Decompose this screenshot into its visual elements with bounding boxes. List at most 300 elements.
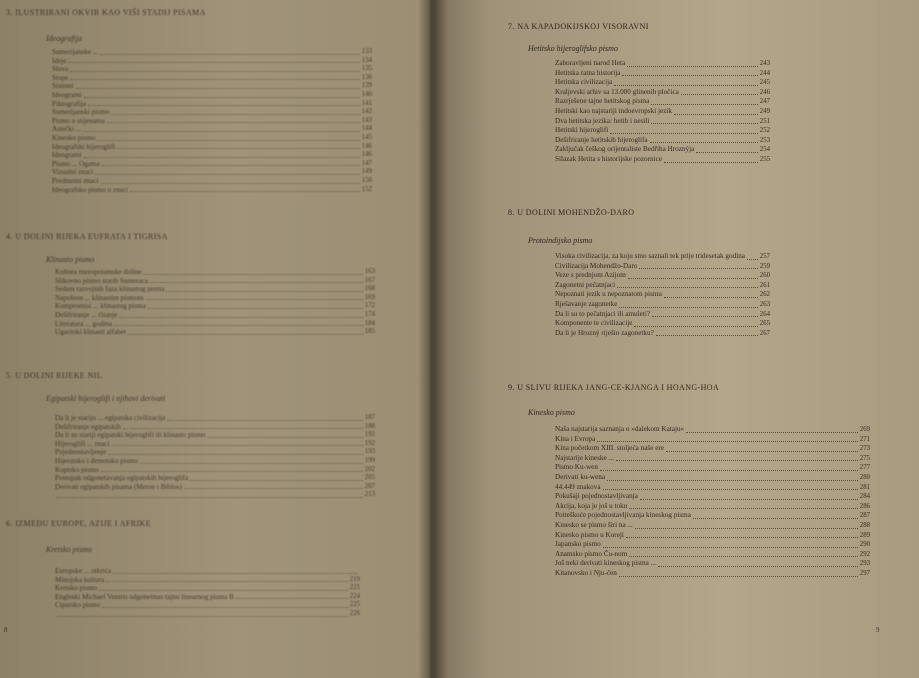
toc-entry xyxy=(555,483,870,493)
toc-entry xyxy=(55,610,360,619)
toc-entry xyxy=(55,584,360,593)
toc-entry-title: Postupak odgonetavanja egipatskih hijeroglifa xyxy=(55,474,189,483)
toc-entry-page: 264 xyxy=(759,310,770,318)
toc-entry-page: 281 xyxy=(859,483,870,491)
toc-entry xyxy=(55,483,375,492)
toc-entry-page: 280 xyxy=(859,473,870,481)
toc-entry-title: Razrješene tajne hetitskog pisma xyxy=(555,97,650,106)
toc-entry xyxy=(555,511,870,521)
toc-entry-page: 199 xyxy=(364,456,375,464)
toc-entry-page: 150 xyxy=(361,176,372,184)
toc-entry-page: 219 xyxy=(349,575,360,583)
toc-entry-page: 263 xyxy=(759,300,770,308)
toc-entry-page: 251 xyxy=(759,117,770,125)
toc-leader-dots xyxy=(166,291,362,292)
toc-entry-page: 205 xyxy=(364,474,375,482)
section-subtitle: Ideografija xyxy=(46,34,82,43)
toc-entry-title: Sumerijanske ... xyxy=(52,48,99,56)
toc-entry-page: 297 xyxy=(859,569,870,577)
toc-entry xyxy=(555,300,770,310)
toc-entry-page: 146 xyxy=(361,151,372,159)
toc-entry-title: Civilizacija Mohendžo-Daro xyxy=(555,261,638,270)
toc-entry-title: Sedam razvojnih faza klinastog pisma xyxy=(55,285,165,294)
toc-entry-title: Dešifriranje ... čitanje xyxy=(55,310,118,319)
toc-entry-page: 146 xyxy=(361,142,372,150)
toc-leader-dots xyxy=(190,480,363,481)
toc-entry xyxy=(52,177,372,186)
toc-entry xyxy=(52,100,372,109)
toc-entry-title: Hijeroglifi ... znaci xyxy=(55,439,110,448)
toc-entry-page: 168 xyxy=(364,285,375,293)
toc-entry-title: Kinesko se pismo širi na ... xyxy=(555,520,633,529)
toc-entry-list xyxy=(555,59,770,165)
toc-leader-dots xyxy=(614,85,758,86)
toc-entry xyxy=(55,491,375,500)
toc-entry-title: Naša najstarija saznanja o »dalekom Kataju« xyxy=(555,425,685,433)
toc-entry xyxy=(555,136,770,146)
toc-leader-dots xyxy=(102,165,360,166)
chapter-heading: 6. IZMEĐU EUROPE, AZIJE I AFRIKE xyxy=(6,519,152,528)
toc-entry-title: Hetitska civilizacija xyxy=(555,78,613,87)
toc-entry-page: 152 xyxy=(361,185,372,193)
toc-entry-page: 149 xyxy=(361,168,372,176)
toc-entry-title: Predmetni znaci xyxy=(52,176,99,185)
toc-leader-dots xyxy=(617,287,758,288)
toc-entry-title: Silazak Hetita s historijske pozornice xyxy=(555,154,662,163)
toc-entry-page: 245 xyxy=(759,79,770,87)
toc-entry-page: 140 xyxy=(361,90,372,98)
toc-entry-title: Pismo ... Ogama xyxy=(52,159,100,168)
toc-entry xyxy=(555,107,770,117)
toc-leader-dots xyxy=(144,274,363,275)
toc-entry-title: Da li su stariji egipatski hijeroglifi ili klinasto pismo xyxy=(55,431,206,440)
toc-entry-title: Dešifriranje hetitskih hijeroglifa xyxy=(555,135,648,144)
toc-leader-dots xyxy=(666,451,858,452)
toc-entry-page: 288 xyxy=(859,521,870,529)
toc-leader-dots xyxy=(600,470,858,471)
toc-entry-title: Rješavanje zagonetke xyxy=(555,299,618,308)
toc-entry-title: Hetitski kao najstariji indoevropski jezik xyxy=(555,106,672,115)
toc-entry-page: 290 xyxy=(859,541,870,549)
toc-leader-dots xyxy=(651,104,757,105)
toc-leader-dots xyxy=(597,441,857,442)
toc-leader-dots xyxy=(603,489,858,490)
toc-entry-title: Komponente te civilizacije xyxy=(555,319,633,328)
toc-entry-page: 243 xyxy=(759,60,770,67)
toc-entry xyxy=(55,268,375,277)
toc-entry-page: 252 xyxy=(759,127,770,135)
toc-entry-page: 262 xyxy=(759,291,770,299)
toc-entry-title: Da li su to pečatnjaci ili amuleti? xyxy=(555,309,651,318)
toc-entry-page: 147 xyxy=(361,159,372,167)
toc-leader-dots xyxy=(603,547,858,548)
chapter-heading: 3. ILUSTRIRANI OKVIR KAO VIŠI STADIJ PISAMA xyxy=(6,8,206,17)
toc-leader-dots xyxy=(664,297,758,298)
chapter-heading: 5. U DOLINI RIJEKE NIL xyxy=(6,371,103,380)
toc-entry-page: 185 xyxy=(364,328,375,336)
toc-entry-title: Ideografsko pismo u znaci xyxy=(52,185,129,194)
toc-leader-dots xyxy=(113,573,358,574)
toc-entry-page: 141 xyxy=(361,99,372,107)
toc-leader-dots xyxy=(107,122,360,123)
toc-entry xyxy=(555,444,870,454)
toc-entry-title: Piktografija xyxy=(52,99,86,108)
toc-leader-dots xyxy=(70,71,359,72)
toc-entry xyxy=(55,457,375,466)
toc-entry-title: Sistemi xyxy=(52,82,74,91)
toc-leader-dots xyxy=(167,420,362,421)
toc-leader-dots xyxy=(148,308,363,309)
toc-entry xyxy=(555,69,770,79)
toc-entry-page: 244 xyxy=(759,69,770,77)
toc-entry-title: Hijeratsko i demotsko pismo xyxy=(55,456,138,465)
toc-entry xyxy=(52,151,372,160)
toc-entry-title: Pismo u stijenama xyxy=(52,116,105,125)
toc-entry xyxy=(55,311,375,320)
toc-entry-page: 143 xyxy=(361,116,372,124)
toc-leader-dots xyxy=(57,497,363,498)
toc-entry xyxy=(555,319,770,329)
toc-entry-page: 253 xyxy=(759,136,770,144)
toc-entry-list xyxy=(555,252,770,338)
toc-entry xyxy=(55,423,375,432)
section-subtitle: Kinesko pismo xyxy=(528,408,575,417)
toc-leader-dots xyxy=(88,105,360,106)
toc-leader-dots xyxy=(130,428,363,429)
toc-entry-title: Potteškoće pojednostavljivanja kineskog pisma xyxy=(555,511,691,520)
toc-entry-page: 193 xyxy=(364,448,375,456)
toc-entry-page: 254 xyxy=(759,146,770,154)
toc-entry-title: Derivati ku-wena xyxy=(555,472,606,481)
toc-leader-dots xyxy=(208,437,363,438)
toc-leader-dots xyxy=(626,537,858,538)
toc-entry xyxy=(55,601,360,610)
toc-entry xyxy=(52,91,372,100)
toc-leader-dots xyxy=(681,94,758,95)
toc-entry xyxy=(555,310,770,320)
toc-entry-title: Slova xyxy=(52,65,69,74)
toc-leader-dots xyxy=(619,576,858,577)
toc-leader-dots xyxy=(68,62,359,63)
section-subtitle: Klinasto pismo xyxy=(46,255,95,264)
toc-entry xyxy=(52,82,372,91)
toc-entry xyxy=(555,502,870,512)
toc-leader-dots xyxy=(652,316,758,317)
toc-entry xyxy=(55,277,375,286)
toc-entry xyxy=(52,186,372,195)
toc-entry-page: 142 xyxy=(361,108,372,116)
toc-entry-page: 255 xyxy=(759,155,770,163)
toc-entry-page: 269 xyxy=(859,426,870,433)
toc-leader-dots xyxy=(70,79,359,80)
toc-entry-title: Kompromisi ... klinastog pisma xyxy=(55,302,146,311)
toc-leader-dots xyxy=(76,88,360,89)
toc-entry xyxy=(555,145,770,155)
toc-entry-title: Visoka civilizacija, za koju smo saznali tek prije tridesetak godina xyxy=(555,252,745,260)
toc-entry xyxy=(555,463,870,473)
toc-leader-dots xyxy=(635,528,858,529)
toc-leader-dots xyxy=(651,123,757,124)
toc-entry-page: 273 xyxy=(859,445,870,453)
toc-entry xyxy=(555,262,770,272)
toc-leader-dots xyxy=(130,191,360,192)
toc-leader-dots xyxy=(101,471,363,472)
toc-entry xyxy=(52,125,372,134)
toc-leader-dots xyxy=(629,508,858,509)
toc-entry xyxy=(52,74,372,83)
toc-entry-page: 145 xyxy=(361,133,372,141)
toc-entry-title: Pojednostavljenje xyxy=(55,448,107,457)
toc-entry xyxy=(555,492,870,502)
toc-leader-dots xyxy=(128,334,363,335)
right-page xyxy=(430,0,919,678)
toc-entry-page: 169 xyxy=(364,293,375,301)
toc-entry-title: Dva hetitska jezika: hetih i nesili xyxy=(555,116,650,125)
toc-entry-page: 188 xyxy=(364,422,375,430)
toc-entry-page: 174 xyxy=(364,310,375,318)
toc-entry-page: 289 xyxy=(859,531,870,539)
toc-entry-title: Engleski Michael Ventris odgonetnuo tajnu linearnog pisma B xyxy=(55,592,234,601)
toc-leader-dots xyxy=(664,162,758,163)
toc-leader-dots xyxy=(650,142,758,143)
toc-entry xyxy=(555,559,870,569)
toc-entry-title: Minojska kultura xyxy=(55,575,105,584)
toc-entry xyxy=(555,329,770,339)
toc-entry xyxy=(55,466,375,475)
toc-entry-title: Kina početkom XIII. stoljeća naše ere xyxy=(555,444,664,453)
toc-leader-dots xyxy=(628,278,758,279)
toc-entry-page: 246 xyxy=(759,88,770,96)
toc-entry xyxy=(555,117,770,127)
toc-entry xyxy=(555,531,870,541)
toc-entry xyxy=(555,281,770,291)
toc-entry xyxy=(555,521,870,531)
toc-leader-dots xyxy=(639,268,757,269)
toc-leader-dots xyxy=(83,131,360,132)
chapter-heading: 4. U DOLINI RIJEKA EUFRATA I TIGRISA xyxy=(6,232,168,241)
toc-entry-title: Da li je stariju ... egipatska civilizacija xyxy=(55,414,166,422)
toc-leader-dots xyxy=(616,460,858,461)
toc-entry-page: 144 xyxy=(361,125,372,133)
toc-entry-page: 133 xyxy=(361,48,372,55)
toc-entry-page: 202 xyxy=(364,465,375,473)
toc-entry-title: Ideje xyxy=(52,56,67,65)
toc-entry-title: Kraljevski arhiv sa 13.000 glinenih pločica xyxy=(555,87,679,96)
toc-entry-title: Slikovno pismo starih Sumeraca xyxy=(55,276,149,285)
toc-entry-title: Najstarije kineske ... xyxy=(555,453,614,462)
toc-entry-title: Pokušaji pojednostavljivanja xyxy=(555,492,638,501)
toc-entry-title: Koptsko pismo xyxy=(55,465,99,474)
toc-entry-title: Ciparsko pismo xyxy=(55,601,101,610)
chapter-heading: 7. NA KAPADOKIJSKOJ VISORAVNI xyxy=(508,22,649,31)
toc-leader-dots xyxy=(99,590,348,591)
toc-entry xyxy=(55,302,375,311)
toc-entry xyxy=(55,328,375,337)
toc-entry-title: Zaboravljeni narod Heta xyxy=(555,59,626,67)
toc-entry xyxy=(52,160,372,169)
toc-leader-dots xyxy=(111,114,359,115)
toc-entry xyxy=(55,567,360,576)
toc-leader-dots xyxy=(117,148,360,149)
toc-leader-dots xyxy=(119,317,362,318)
toc-entry xyxy=(555,78,770,88)
toc-entry-page: 224 xyxy=(349,592,360,600)
toc-entry xyxy=(555,271,770,281)
toc-entry-page: 172 xyxy=(364,302,375,310)
toc-entry-title: Kinesko pismo xyxy=(52,133,96,142)
toc-entry-title: Europske ... otkrića xyxy=(55,567,112,575)
toc-leader-dots xyxy=(112,445,363,446)
toc-entry xyxy=(55,593,360,602)
toc-entry-page: 221 xyxy=(349,584,360,592)
toc-entry-title: Ideografski hijeroglifi xyxy=(52,142,116,151)
toc-entry-title: Ideogrami xyxy=(52,151,82,160)
toc-entry xyxy=(555,540,870,550)
toc-entry-title: Kretsko pismo xyxy=(55,584,98,593)
toc-entry xyxy=(52,48,372,57)
toc-entry xyxy=(555,473,870,483)
toc-leader-dots xyxy=(140,463,363,464)
toc-leader-dots xyxy=(146,299,363,300)
toc-entry-title: Stope xyxy=(52,73,69,82)
toc-entry-page: 167 xyxy=(364,276,375,284)
toc-entry-title: Još neki derivati kineskog pisma ... xyxy=(555,559,657,568)
toc-leader-dots xyxy=(101,183,360,184)
toc-entry-page: 187 xyxy=(364,414,375,421)
toc-entry xyxy=(555,435,870,445)
toc-leader-dots xyxy=(102,607,347,608)
toc-entry xyxy=(555,290,770,300)
toc-entry-page: 265 xyxy=(759,320,770,328)
toc-leader-dots xyxy=(747,259,758,260)
toc-leader-dots xyxy=(610,133,757,134)
toc-entry-page: 284 xyxy=(859,493,870,501)
toc-entry xyxy=(55,294,375,303)
toc-entry-page: 287 xyxy=(859,512,870,520)
toc-entry-page: 136 xyxy=(361,73,372,81)
toc-leader-dots xyxy=(629,556,858,557)
toc-leader-dots xyxy=(693,518,858,519)
toc-entry-page: 275 xyxy=(859,454,870,462)
toc-entry xyxy=(55,576,360,585)
toc-entry-page: 207 xyxy=(364,482,375,490)
toc-entry-title: Kitanovsko i Nju-čen xyxy=(555,568,617,577)
toc-entry xyxy=(52,117,372,126)
toc-entry-title: Ideogrami xyxy=(52,90,82,99)
toc-entry xyxy=(555,97,770,107)
toc-entry-title: Kina i Evropa xyxy=(555,434,596,443)
toc-entry-page: 163 xyxy=(364,268,375,275)
toc-entry-page: 226 xyxy=(349,609,360,617)
toc-entry-title: Zaključak češkog orijentaliste Bedřiha Hroznýja xyxy=(555,145,695,154)
toc-entry-title: Veze s prednjom Azijom xyxy=(555,271,626,280)
toc-entry xyxy=(52,108,372,117)
toc-leader-dots xyxy=(622,75,757,76)
toc-entry-page: 225 xyxy=(349,601,360,609)
toc-entry-title: Da li je Hrozný riješio zagonetku? xyxy=(555,328,654,337)
toc-entry xyxy=(555,454,870,464)
toc-entry-title: Anamsko pismo Ču-nom xyxy=(555,549,628,558)
toc-entry-title: Zagonetni pečatnjaci xyxy=(555,280,616,289)
left-page xyxy=(0,0,430,678)
toc-leader-dots xyxy=(619,307,757,308)
toc-leader-dots xyxy=(150,282,363,283)
toc-entry-title: Nepoznati jezik u nepoznatom pismu xyxy=(555,290,662,299)
toc-entry-page: 267 xyxy=(759,329,770,337)
toc-entry-page: 277 xyxy=(859,464,870,472)
toc-entry-page: 135 xyxy=(361,65,372,73)
toc-leader-dots xyxy=(686,432,858,433)
right-page-marker: 9 xyxy=(876,626,880,634)
toc-leader-dots xyxy=(696,152,757,153)
toc-entry-title: Derivati egipatskih pisama (Meroe i Biblos) xyxy=(55,482,182,491)
toc-entry xyxy=(555,126,770,136)
toc-entry-title: Kultura mezopotamske doline xyxy=(55,268,142,276)
toc-leader-dots xyxy=(627,66,758,67)
toc-leader-dots xyxy=(674,114,758,115)
toc-entry-title: Ugaritski klinasti alfabet xyxy=(55,328,127,337)
toc-leader-dots xyxy=(634,326,757,327)
toc-entry-list xyxy=(52,48,372,194)
toc-entry xyxy=(55,474,375,483)
toc-leader-dots xyxy=(658,566,858,567)
toc-entry xyxy=(52,168,372,177)
toc-entry xyxy=(52,143,372,152)
toc-entry-title: Akcija, koja je još u toku xyxy=(555,501,628,510)
toc-entry xyxy=(555,88,770,98)
book-gutter xyxy=(418,0,448,678)
toc-leader-dots xyxy=(114,325,363,326)
toc-entry-page: 247 xyxy=(759,98,770,106)
toc-leader-dots xyxy=(640,499,858,500)
toc-entry xyxy=(52,57,372,66)
toc-leader-dots xyxy=(100,54,359,55)
toc-entry-list xyxy=(555,425,870,579)
toc-entry-title: Japansko pismo xyxy=(555,540,601,549)
toc-entry-title: Kinesko pismo u Koreji xyxy=(555,530,624,539)
left-page-marker: 8 xyxy=(4,626,8,634)
toc-entry-page: 261 xyxy=(759,281,770,289)
toc-entry-title: Sumerijanski pismo xyxy=(52,108,110,117)
toc-entry xyxy=(555,425,870,435)
chapter-heading: 8. U DOLINI MOHENDŽO-DARO xyxy=(508,208,635,217)
toc-entry-page: 192 xyxy=(364,439,375,447)
toc-leader-dots xyxy=(57,616,348,617)
toc-entry-page: 139 xyxy=(361,82,372,90)
toc-entry xyxy=(52,134,372,143)
toc-entry xyxy=(555,569,870,579)
toc-entry-title: Napoleon ... klinastim pismom xyxy=(55,293,144,302)
toc-leader-dots xyxy=(97,140,359,141)
toc-leader-dots xyxy=(106,581,347,582)
toc-entry-list xyxy=(55,567,360,619)
toc-entry-page: 249 xyxy=(759,107,770,115)
toc-entry xyxy=(55,440,375,449)
toc-entry-page: 134 xyxy=(361,56,372,64)
toc-entry-title: Literatura ... godina xyxy=(55,319,112,328)
toc-leader-dots xyxy=(108,454,363,455)
section-subtitle: Kretsko pismo xyxy=(46,545,92,554)
toc-entry-page: 213 xyxy=(364,491,375,499)
toc-entry-title: Hetitska ratna historija xyxy=(555,68,621,77)
chapter-heading: 9. U SLIVU RIJEKA JANG-CE-KJANGA I HOANG-HOA xyxy=(508,383,720,392)
toc-entry-page: 260 xyxy=(759,272,770,280)
toc-entry-page: 259 xyxy=(759,262,770,270)
toc-entry xyxy=(555,59,770,69)
toc-leader-dots xyxy=(95,174,360,175)
toc-leader-dots xyxy=(84,157,360,158)
toc-entry-page: 292 xyxy=(859,550,870,558)
